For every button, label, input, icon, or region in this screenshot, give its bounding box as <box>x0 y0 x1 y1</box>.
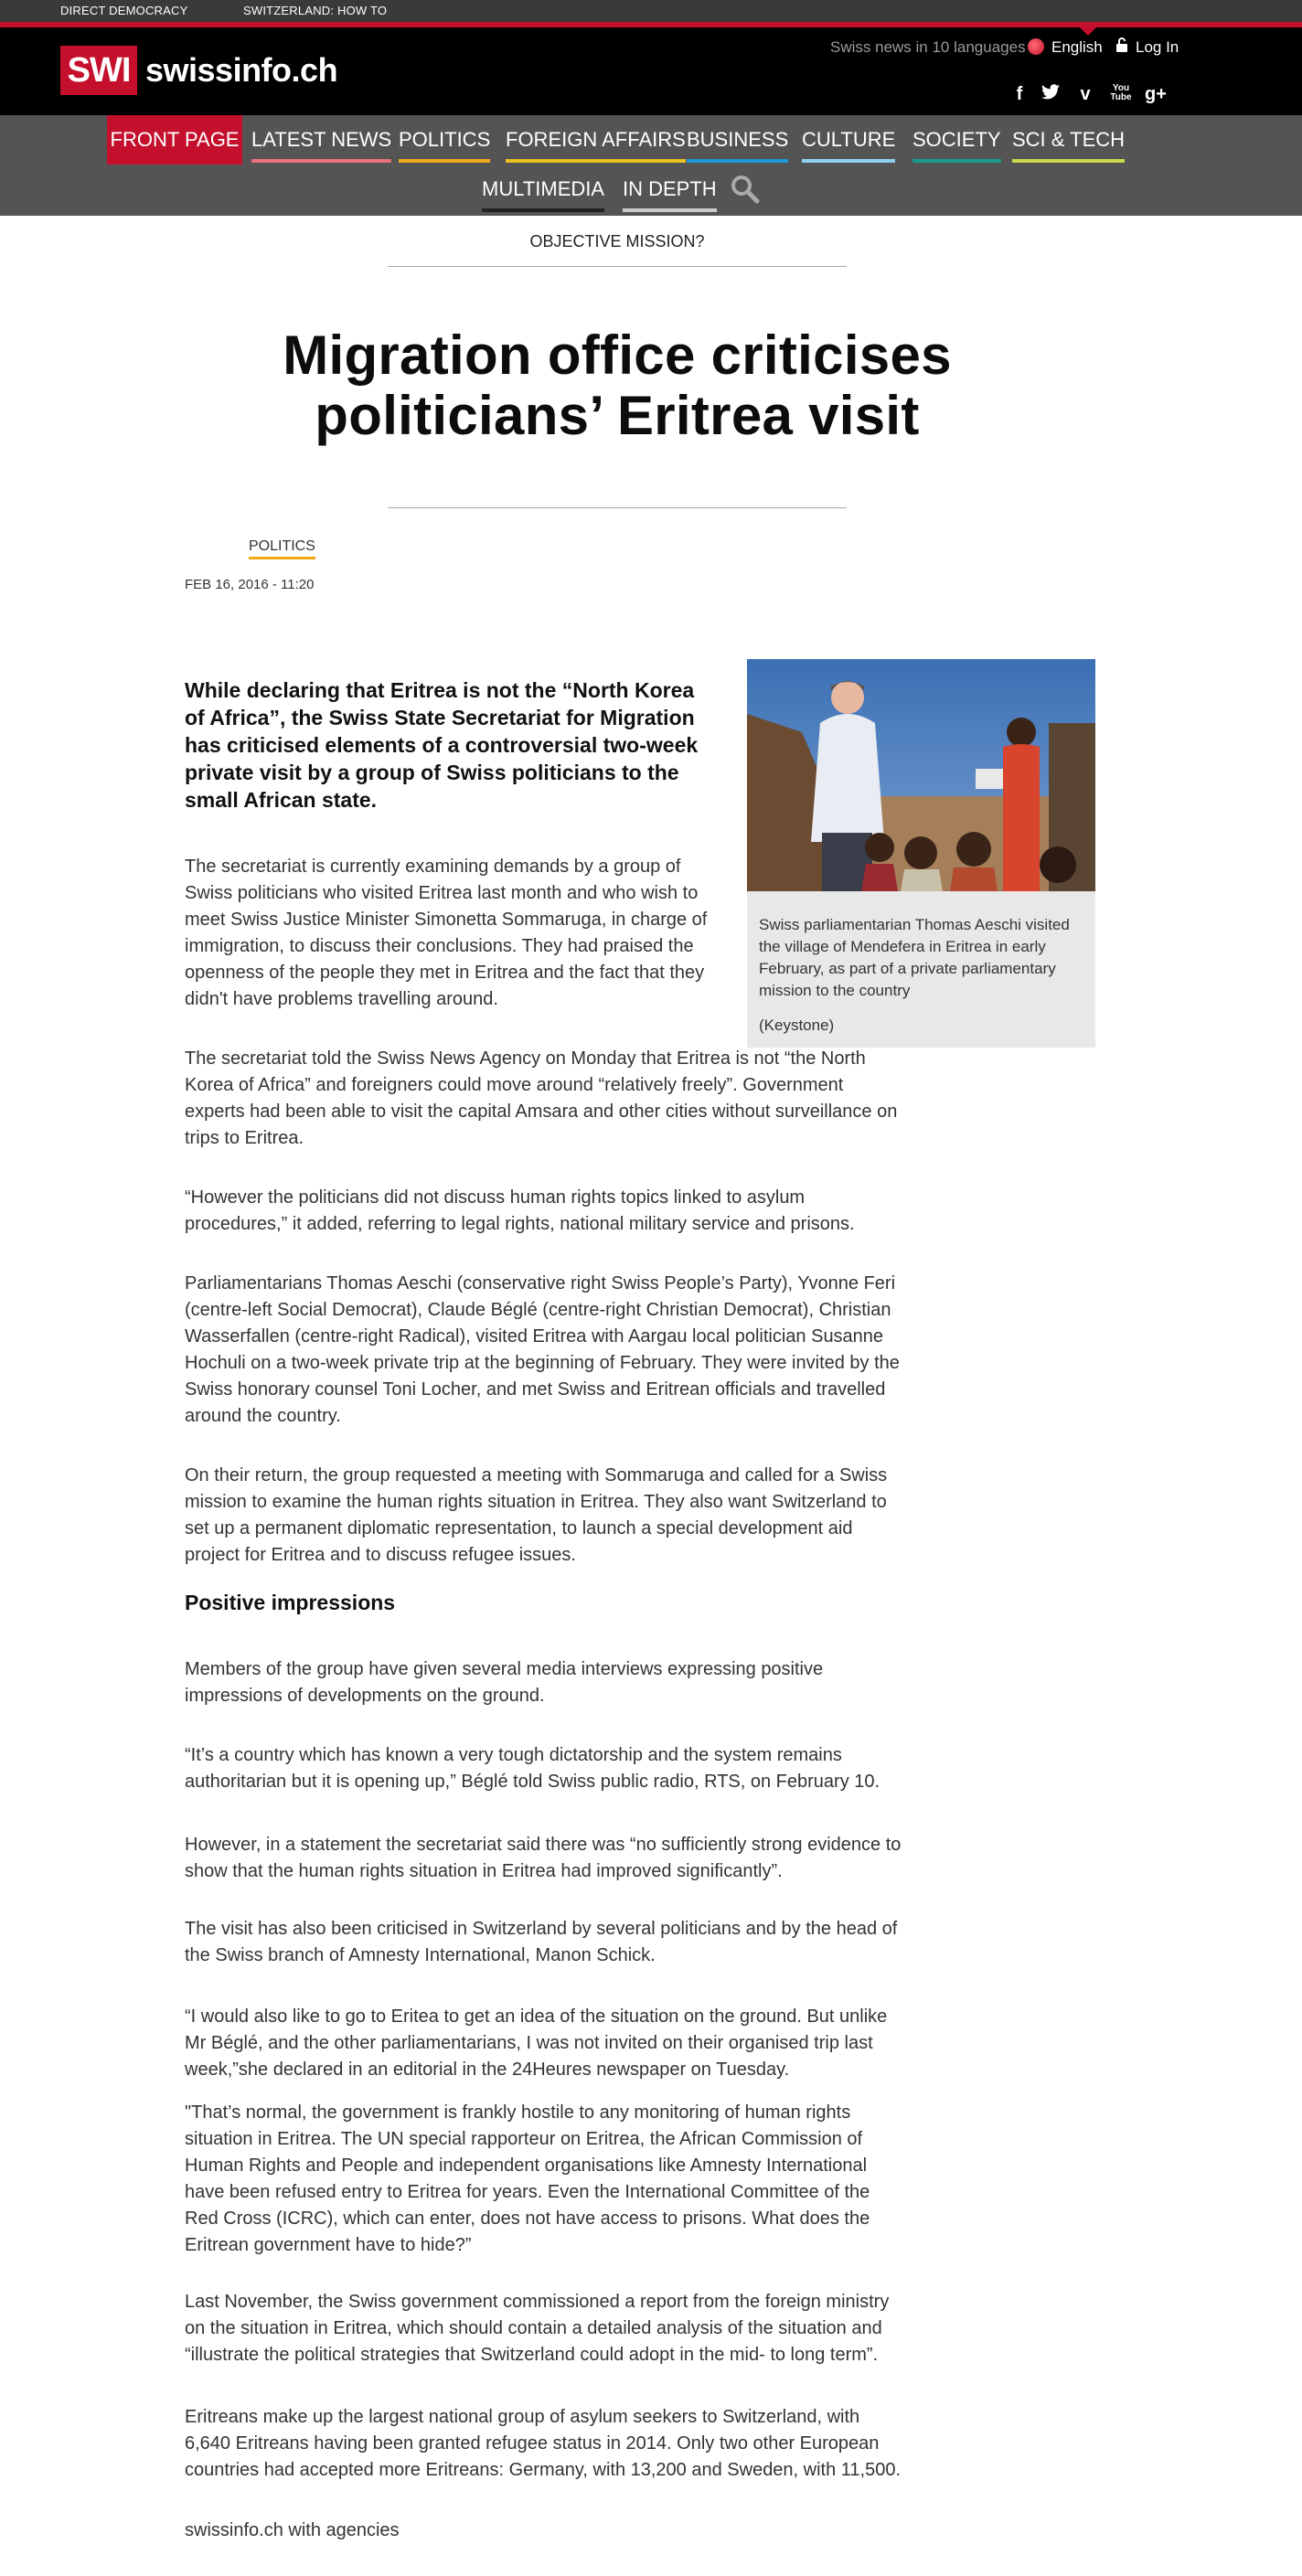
youtube-icon[interactable]: You Tube <box>1110 83 1132 102</box>
nav-culture[interactable]: CULTURE <box>802 128 895 163</box>
article-paragraph: The secretariat told the Swiss News Agency on Monday that Eritrea is not “the North Korea of Africa” and foreigners could move around “relatively freely”. Government experts had been able to visit the capital Amsara and other cities without surveillance on trips to Eritrea. <box>185 1048 898 1148</box>
nav-society[interactable]: SOCIETY <box>912 128 1001 163</box>
figure-credit: (Keystone) <box>759 1017 835 1034</box>
nav-latest-news[interactable]: LATEST NEWS <box>251 128 391 163</box>
article-paragraph: Parliamentarians Thomas Aeschi (conservative right Swiss People’s Party), Yvonne Feri (centre-left Social Democrat), Claude Béglé (centre-right Christian Democrat), Christian Wasserfallen (centre-right Radical), visited Eritrea with Aargau local politician Susanne Hochuli on a two-week private trip at the beginning of February. They were invited by the Swiss honorary counsel Toni Locher, and met Swiss and Eritrean officials and travelled around the country. <box>185 1273 900 1426</box>
nav-front-page[interactable]: FRONT PAGE <box>107 115 242 165</box>
language-selector[interactable]: English <box>1051 38 1103 56</box>
google-plus-icon[interactable]: g+ <box>1145 84 1167 104</box>
globe-icon <box>1028 38 1044 55</box>
section-tag[interactable]: POLITICS <box>249 538 315 559</box>
vimeo-icon[interactable]: v <box>1080 84 1091 104</box>
nav-in-depth[interactable]: IN DEPTH <box>623 177 717 212</box>
article-paragraph: However, in a statement the secretariat said there was “no sufficiently strong evidence to show that the human rights situation in Eritrea had improved significantly”. <box>185 1835 902 1881</box>
language-caret-icon <box>1079 27 1097 36</box>
article-subhead: Positive impressions <box>185 1591 396 1614</box>
site-header <box>0 27 1302 115</box>
twitter-icon[interactable] <box>1040 84 1062 105</box>
article-figure <box>747 659 1095 1048</box>
facebook-icon[interactable]: f <box>1016 84 1023 104</box>
divider <box>388 507 847 508</box>
lock-icon <box>1115 37 1128 53</box>
article-paragraph: Members of the group have given several media interviews expressing positive impressions of developments on the ground. <box>185 1659 824 1706</box>
article-paragraph: "That’s normal, the government is frankly hostile to any monitoring of human rights situation in Eritrea. The UN special rapporteur on Eritrea, the African Commission of Human Rights and People and independent organisations like Amnesty International have been refused entry to Eritrea for years. Even the International Committee of the Red Cross (ICRC), which can enter, does not have access to prisons. What does the Eritrean government have to hide?” <box>185 2102 870 2255</box>
article-headline: Migration office criticises politicians’ Eritrea visit <box>283 325 952 446</box>
article-kicker: OBJECTIVE MISSION? <box>529 232 705 250</box>
utility-link-direct-democracy[interactable]: DIRECT DEMOCRACY <box>60 4 188 17</box>
article-paragraph: Last November, the Swiss government commissioned a report from the foreign ministry on the situation in Eritrea, which should contain a detailed analysis of the situation and “illustrate the political strategies that Switzerland could adopt in the mid- to long term”. <box>185 2292 890 2365</box>
article-paragraph: “However the politicians did not discuss human rights topics linked to asylum procedures,” it added, referring to legal rights, national military service and prisons. <box>185 1187 855 1234</box>
main-navigation <box>0 115 1302 216</box>
nav-business[interactable]: BUSINESS <box>687 128 788 163</box>
figure-caption: Swiss parliamentarian Thomas Aeschi visited the village of Mendefera in Eritrea in early February, as part of a private parliamentary mission to the country <box>759 916 1070 999</box>
article-paragraph: On their return, the group requested a meeting with Sommaruga and called for a Swiss mission to examine the human rights situation in Eritrea. They also want Switzerland to set up a permanent diplomatic representation, to launch a special development aid project for Eritrea and to discuss refugee issues. <box>185 1465 888 1565</box>
nav-multimedia[interactable]: MULTIMEDIA <box>482 177 604 212</box>
article-byline: swissinfo.ch with agencies <box>185 2520 400 2540</box>
search-icon[interactable] <box>730 174 761 205</box>
article-paragraph: The visit has also been criticised in Switzerland by several politicians and by the head of the Swiss branch of Amnesty International, Manon Schick. <box>185 1919 898 1965</box>
utility-link-switzerland-how-to[interactable]: SWITZERLAND: HOW TO <box>243 4 388 17</box>
nav-politics[interactable]: POLITICS <box>399 128 490 163</box>
logo-mark[interactable]: SWI <box>60 46 137 95</box>
login-link[interactable]: Log In <box>1136 38 1179 56</box>
nav-foreign-affairs[interactable]: FOREIGN AFFAIRS <box>506 128 686 163</box>
article-photo[interactable] <box>747 659 1095 891</box>
article-paragraph: “I would also like to go to Eritea to get an idea of the situation on the ground. But unlike Mr Béglé, and the other parliamentarians, I was not invited on their organised trip last week,”she declared in an editorial in the 24Heures newspaper on Tuesday. <box>185 2007 888 2080</box>
logo-text[interactable]: swissinfo.ch <box>145 51 338 89</box>
article-paragraph: Eritreans make up the largest national group of asylum seekers to Switzerland, with 6,640 Eritreans having been granted refugee status in 2014. Only two other European countries had accepted more Eritreans: Germany, with 13,200 and Sweden, with 11,500. <box>185 2407 902 2480</box>
language-tagline: Swiss news in 10 languages <box>830 38 1026 56</box>
article-paragraph: “It’s a country which has known a very tough dictatorship and the system remains authoritarian but it is opening up,” Béglé told Swiss public radio, RTS, on February 10. <box>185 1745 880 1792</box>
divider <box>388 266 847 267</box>
article-paragraph: The secretariat is currently examining demands by a group of Swiss politicians who visited Eritrea last month and who wish to meet Swiss Justice Minister Simonetta Sommaruga, in charge of immigration, to discuss their conclusions. They had praised the openness of the people they met in Eritrea and the fact that they didn't have problems travelling around. <box>185 857 708 1009</box>
utility-bar <box>0 0 1302 22</box>
article-dateline: FEB 16, 2016 - 11:20 <box>185 577 315 592</box>
article-lead: While declaring that Eritrea is not the “North Korea of Africa”, the Swiss State Secretariat for Migration has criticised elements of a controversial two-week private visit by a group of Swiss politicians to the small African state. <box>185 678 699 812</box>
nav-sci-tech[interactable]: SCI & TECH <box>1012 128 1125 163</box>
